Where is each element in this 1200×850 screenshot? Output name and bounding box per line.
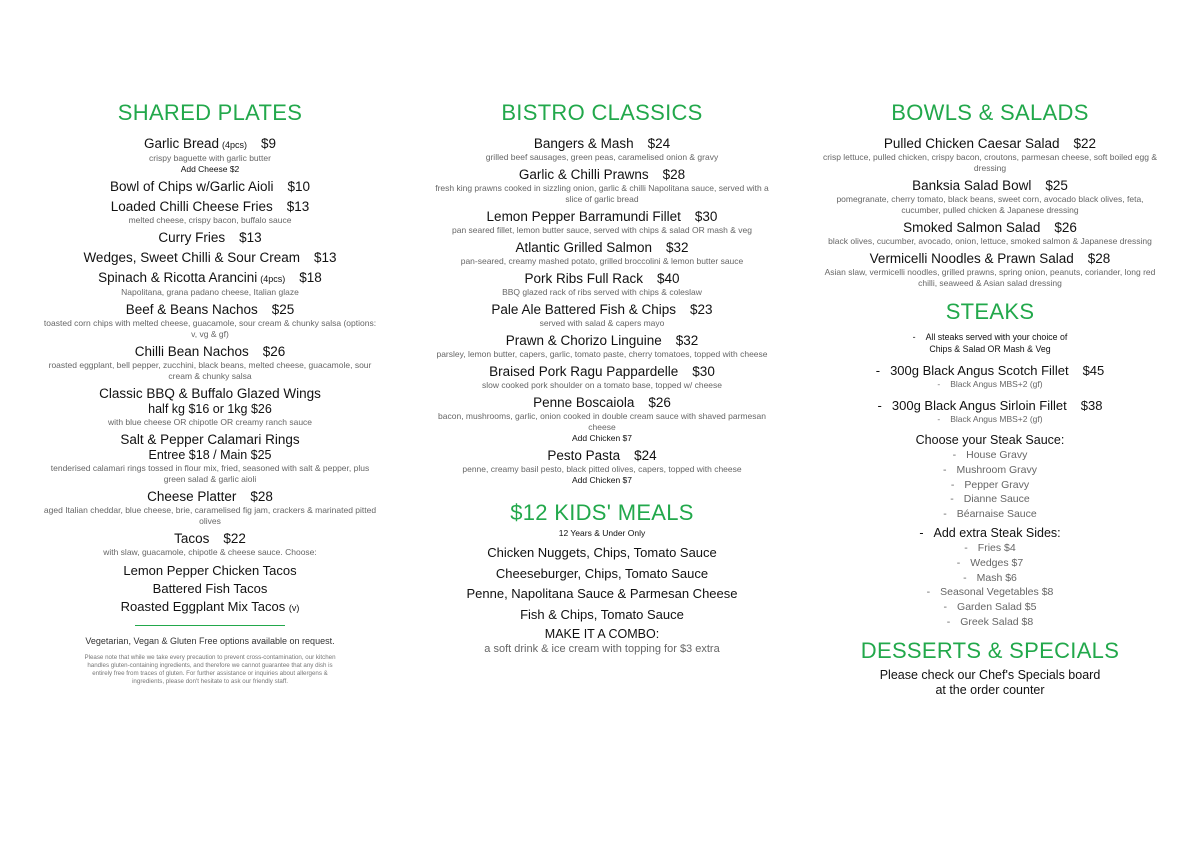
item-name: Salt & Pepper Calamari Rings	[120, 432, 300, 447]
item-price: $24	[634, 448, 657, 463]
bullet-dash: -	[950, 493, 954, 506]
menu-item	[432, 167, 772, 205]
item-name: Cheese Platter	[147, 489, 237, 504]
item-name-line	[432, 448, 772, 464]
item-description: pomegranate, cherry tomato, black beans, sweet corn, avocado black olives, feta, cucumber, pulled chicken & Japanese dressing	[836, 194, 1144, 215]
item-description: penne, creamy basil pesto, black pitted olives, capers, topped with cheese	[462, 464, 742, 474]
item-name-line	[820, 251, 1160, 267]
item-name: Banksia Salad Bowl	[912, 178, 1032, 193]
bistro-classics-list	[432, 136, 772, 486]
item-name-line	[432, 395, 772, 411]
item-name-line	[40, 432, 380, 448]
steaks-intro: - All steaks served with your choice of Chips & Salad OR Mash & Veg	[912, 332, 1068, 354]
bullet-dash: -	[926, 586, 931, 599]
sauce-option	[820, 492, 1160, 507]
item-price: $28	[1087, 251, 1111, 266]
item-name-line	[40, 179, 380, 195]
item-name: Bowl of Chips w/Garlic Aioli	[109, 179, 274, 194]
item-price: $25	[271, 302, 295, 317]
item-name-line	[40, 386, 380, 402]
item-name: Lemon Pepper Barramundi Fillet	[486, 209, 681, 224]
item-name: Garlic & Chilli Prawns	[518, 167, 649, 182]
steak-item: - 300g Black Angus Sirloin Fillet $38	[877, 398, 1103, 413]
menu-item	[40, 270, 380, 298]
option-label: House Gravy	[966, 449, 1028, 461]
item-price: $10	[287, 179, 311, 194]
item-name: Pulled Chicken Caesar Salad	[883, 136, 1060, 151]
menu-item	[820, 220, 1160, 247]
item-price: $13	[239, 230, 262, 245]
item-name: Pale Ale Battered Fish & Chips	[491, 302, 677, 317]
item-name-line	[432, 271, 772, 287]
item-description: bacon, mushrooms, garlic, onion cooked in double cream sauce with shaved parmesan cheese	[438, 411, 766, 432]
item-name: Loaded Chilli Cheese Fries	[110, 199, 273, 214]
item-name: Classic BBQ & Buffalo Glazed Wings	[99, 386, 321, 401]
item-name-line	[432, 302, 772, 318]
item-price: $26	[648, 395, 671, 410]
menu-item	[40, 531, 380, 558]
kids-meal-item: Penne, Napolitana Sauce & Parmesan Cheese	[466, 586, 738, 601]
item-description: melted cheese, crispy bacon, buffalo sauce	[128, 215, 292, 225]
item-name-line	[820, 178, 1160, 194]
item-name: Chilli Bean Nachos	[134, 344, 249, 359]
menu-item	[40, 230, 380, 246]
kids-meals-heading: $12 KIDS' MEALS	[510, 500, 694, 525]
item-name-line	[40, 270, 380, 287]
item-name: Pork Ribs Full Rack	[524, 271, 643, 286]
menu-item	[820, 178, 1160, 216]
item-name: Smoked Salmon Salad	[903, 220, 1041, 235]
menu-item	[432, 333, 772, 360]
item-name: Curry Fries	[158, 230, 226, 245]
menu-item	[40, 136, 380, 175]
option-label: Mushroom Gravy	[956, 463, 1038, 476]
item-description: BBQ glazed rack of ribs served with chips & coleslaw	[502, 287, 702, 297]
option-label: Seasonal Vegetables $8	[940, 586, 1054, 599]
menu-item	[820, 251, 1160, 289]
option-label: Wedges $7	[970, 556, 1024, 569]
side-option	[820, 541, 1160, 556]
item-price: $28	[662, 167, 686, 182]
bullet-dash: -	[942, 463, 947, 476]
item-price: $22	[223, 531, 246, 546]
item-name: Braised Pork Ragu Pappardelle	[489, 364, 679, 379]
option-label: Greek Salad $8	[960, 615, 1034, 628]
item-price: $9	[261, 136, 277, 151]
steak-grade: - Black Angus MBS+2 (gf)	[937, 379, 1043, 389]
item-name: Tacos	[174, 531, 210, 546]
side-option	[820, 585, 1160, 600]
item-price: $24	[647, 136, 671, 151]
item-name-line	[40, 302, 380, 318]
kids-meal-item: Chicken Nuggets, Chips, Tomato Sauce	[487, 545, 717, 560]
sauce-option	[820, 478, 1160, 493]
item-name: Garlic Bread	[143, 136, 219, 151]
item-price: $26	[1054, 220, 1077, 235]
item-qty: (4pcs)	[260, 274, 286, 284]
menu-item	[432, 364, 772, 391]
item-addon: Add Cheese $2	[180, 164, 240, 174]
item-qty: (4pcs)	[221, 140, 247, 150]
item-description: served with salad & capers mayo	[539, 318, 665, 328]
item-description: with blue cheese OR chipotle OR creamy ranch sauce	[107, 417, 313, 427]
item-name-line	[432, 167, 772, 183]
bullet-dash: -	[952, 449, 957, 461]
item-description: aged Italian cheddar, blue cheese, brie, caramelised fig jam, crackers & marinated pitted olives	[43, 505, 377, 526]
item-description: crispy baguette with garlic butter	[149, 153, 271, 163]
item-description: roasted eggplant, bell pepper, zucchini, black beans, melted cheese, guacamole, sour cream & chunky salsa	[48, 360, 372, 381]
menu-item	[40, 344, 380, 382]
option-label: Pepper Gravy	[964, 478, 1030, 491]
side-option	[820, 600, 1160, 615]
bowls-salads-heading: BOWLS & SALADS	[891, 100, 1089, 125]
item-description: Napolitana, grana padano cheese, Italian glaze	[121, 287, 299, 297]
item-name-line	[432, 364, 772, 380]
item-name: Atlantic Grilled Salmon	[515, 240, 653, 255]
item-price: $30	[694, 209, 718, 224]
item-description: crisp lettuce, pulled chicken, crispy bacon, croutons, parmesan cheese, soft boiled egg & dressing	[822, 152, 1158, 173]
item-price: $40	[657, 271, 680, 286]
option-label: Fries $4	[977, 541, 1016, 554]
option-label: Garden Salad $5	[957, 601, 1037, 614]
item-name-line	[432, 240, 772, 256]
steak-sides-title: - Add extra Steak Sides:	[919, 525, 1061, 540]
steak-grade: - Black Angus MBS+2 (gf)	[937, 414, 1043, 424]
bullet-dash: -	[946, 615, 951, 628]
menu-item	[432, 302, 772, 329]
bullet-dash: -	[943, 601, 948, 614]
desserts-line: at the order counter	[935, 682, 1045, 697]
menu-item	[432, 395, 772, 444]
item-price: $13	[314, 250, 337, 265]
menu-item	[40, 199, 380, 226]
item-options: half kg $16 or 1kg $26	[148, 402, 272, 416]
kids-meals-list	[432, 543, 772, 625]
item-description: grilled beef sausages, green peas, caramelised onion & gravy	[485, 152, 719, 162]
menu-item	[40, 179, 380, 195]
menu-item	[432, 448, 772, 486]
bullet-dash: -	[943, 508, 947, 521]
kids-meals-subtitle: 12 Years & Under Only	[558, 528, 646, 538]
option-label: Mash $6	[976, 571, 1017, 584]
item-description: pan seared fillet, lemon butter sauce, served with chips & salad OR mash & veg	[451, 225, 752, 235]
item-price: $25	[1045, 178, 1068, 193]
item-name-line	[40, 136, 380, 153]
steaks-heading: STEAKS	[945, 299, 1035, 324]
item-name: Prawn & Chorizo Linguine	[505, 333, 662, 348]
taco-option: Battered Fish Tacos	[152, 581, 268, 596]
item-description: tenderised calamari rings tossed in flour mix, fried, seasoned with salt & pepper, plus green salad & garlic aioli	[50, 463, 370, 484]
desserts-heading: DESSERTS & SPECIALS	[860, 637, 1120, 663]
menu-item	[40, 250, 380, 266]
item-options: Entree $18 / Main $25	[148, 448, 272, 462]
bullet-dash: -	[963, 571, 967, 584]
steak-sauce-title: Choose your Steak Sauce:	[915, 433, 1065, 447]
item-price: $32	[675, 333, 699, 348]
item-description: black olives, cucumber, avocado, onion, lettuce, smoked salmon & Japanese dressing	[828, 236, 1152, 246]
combo-title: MAKE IT A COMBO:	[544, 627, 660, 641]
item-name: Beef & Beans Nachos	[125, 302, 258, 317]
shared-plates-list	[40, 136, 380, 558]
item-description: toasted corn chips with melted cheese, guacamole, sour cream & chunky salsa (options: v, vg & gf)	[43, 318, 377, 339]
bullet-dash: -	[956, 556, 961, 569]
steak-sauce-list	[820, 448, 1160, 522]
item-price: $13	[286, 199, 310, 214]
item-description: parsley, lemon butter, capers, garlic, tomato paste, cherry tomatoes, topped with cheese	[436, 349, 768, 359]
sauce-option	[820, 448, 1160, 463]
steak-item: - 300g Black Angus Scotch Fillet $45	[875, 363, 1105, 378]
item-name: Penne Boscaiola	[533, 395, 635, 410]
bistro-column	[432, 100, 772, 657]
bullet-dash: -	[950, 478, 955, 491]
kids-meal-item: Fish & Chips, Tomato Sauce	[520, 606, 684, 622]
item-name-line	[40, 344, 380, 360]
menu-item	[820, 136, 1160, 174]
item-description: slow cooked pork shoulder on a tomato base, topped w/ cheese	[481, 380, 723, 390]
taco-option: Roasted Eggplant Mix Tacos (v)	[120, 599, 300, 614]
item-name: Bangers & Mash	[533, 136, 634, 151]
kids-meal-item: Cheeseburger, Chips, Tomato Sauce	[495, 565, 709, 581]
menu-item	[40, 302, 380, 340]
bowls-steaks-column	[820, 100, 1160, 698]
item-name: Spinach & Ricotta Arancini	[98, 270, 258, 285]
allergen-fine-print: Please note that while we take every precaution to prevent cross-contamination, our kitchen handles gluten-containing ingredients, and therefore we cannot guarantee that any dish is entirely free from traces of gluten. For further assistance or inquiries about allergens & ingredients, please don't hesitate to ask our friendly staff.	[84, 654, 336, 685]
item-name-line	[40, 250, 380, 266]
item-name: Wedges, Sweet Chilli & Sour Cream	[83, 250, 301, 265]
item-name-line	[40, 230, 380, 246]
item-name-line	[820, 136, 1160, 152]
option-label: Dianne Sauce	[963, 493, 1030, 506]
item-name-line	[432, 209, 772, 225]
item-price: $23	[690, 302, 713, 317]
menu-item	[40, 432, 380, 485]
shared-plates-heading: SHARED PLATES	[117, 100, 303, 125]
taco-option: Lemon Pepper Chicken Tacos	[123, 563, 297, 578]
menu-item	[432, 136, 772, 163]
sauce-option	[820, 507, 1160, 522]
side-option	[820, 556, 1160, 571]
item-addon: Add Chicken $7	[571, 475, 632, 485]
menu-item	[432, 271, 772, 298]
option-label: Béarnaise Sauce	[956, 508, 1037, 521]
item-name-line	[40, 531, 380, 547]
side-option	[820, 571, 1160, 586]
item-name-line	[432, 333, 772, 349]
item-name-line	[40, 199, 380, 215]
sauce-option	[820, 463, 1160, 478]
menu-item	[432, 240, 772, 267]
steak-sides-list	[820, 541, 1160, 630]
item-description: with slaw, guacamole, chipotle & cheese sauce. Choose:	[103, 547, 317, 557]
menu-item	[40, 489, 380, 527]
bowls-salads-list	[820, 136, 1160, 289]
item-description: fresh king prawns cooked in sizzling onion, garlic & chilli Napolitana sauce, served with a slice of garlic bread	[435, 183, 769, 204]
bullet-dash: -	[964, 541, 968, 554]
item-description: pan-seared, creamy mashed potato, grilled broccolini & lemon butter sauce	[460, 256, 744, 266]
taco-options	[40, 562, 380, 617]
item-price: $28	[250, 489, 273, 504]
item-name-line	[820, 220, 1160, 236]
desserts-line: Please check our Chef's Specials board	[879, 667, 1101, 682]
item-description: Asian slaw, vermicelli noodles, grilled prawns, spring onion, peanuts, coriander, long red chilli, seaweed & Asian salad dressing	[824, 267, 1156, 288]
shared-plates-column	[40, 100, 380, 686]
menu-item	[432, 209, 772, 236]
dietary-note: Vegetarian, Vegan & Gluten Free options available on request.	[85, 636, 335, 646]
menu-item	[40, 386, 380, 428]
item-price: $22	[1073, 136, 1097, 151]
bistro-classics-heading: BISTRO CLASSICS	[501, 100, 703, 125]
item-name-line	[432, 136, 772, 152]
item-name: Vermicelli Noodles & Prawn Salad	[869, 251, 1074, 266]
item-price: $26	[262, 344, 286, 359]
item-name-line	[40, 489, 380, 505]
combo-desc: a soft drink & ice cream with topping for $3 extra	[484, 643, 720, 655]
item-name: Pesto Pasta	[547, 448, 621, 463]
section-divider	[135, 625, 285, 626]
item-price: $18	[299, 270, 322, 285]
side-option	[820, 615, 1160, 630]
item-addon: Add Chicken $7	[571, 433, 632, 443]
item-price: $30	[692, 364, 715, 379]
item-price: $32	[666, 240, 689, 255]
